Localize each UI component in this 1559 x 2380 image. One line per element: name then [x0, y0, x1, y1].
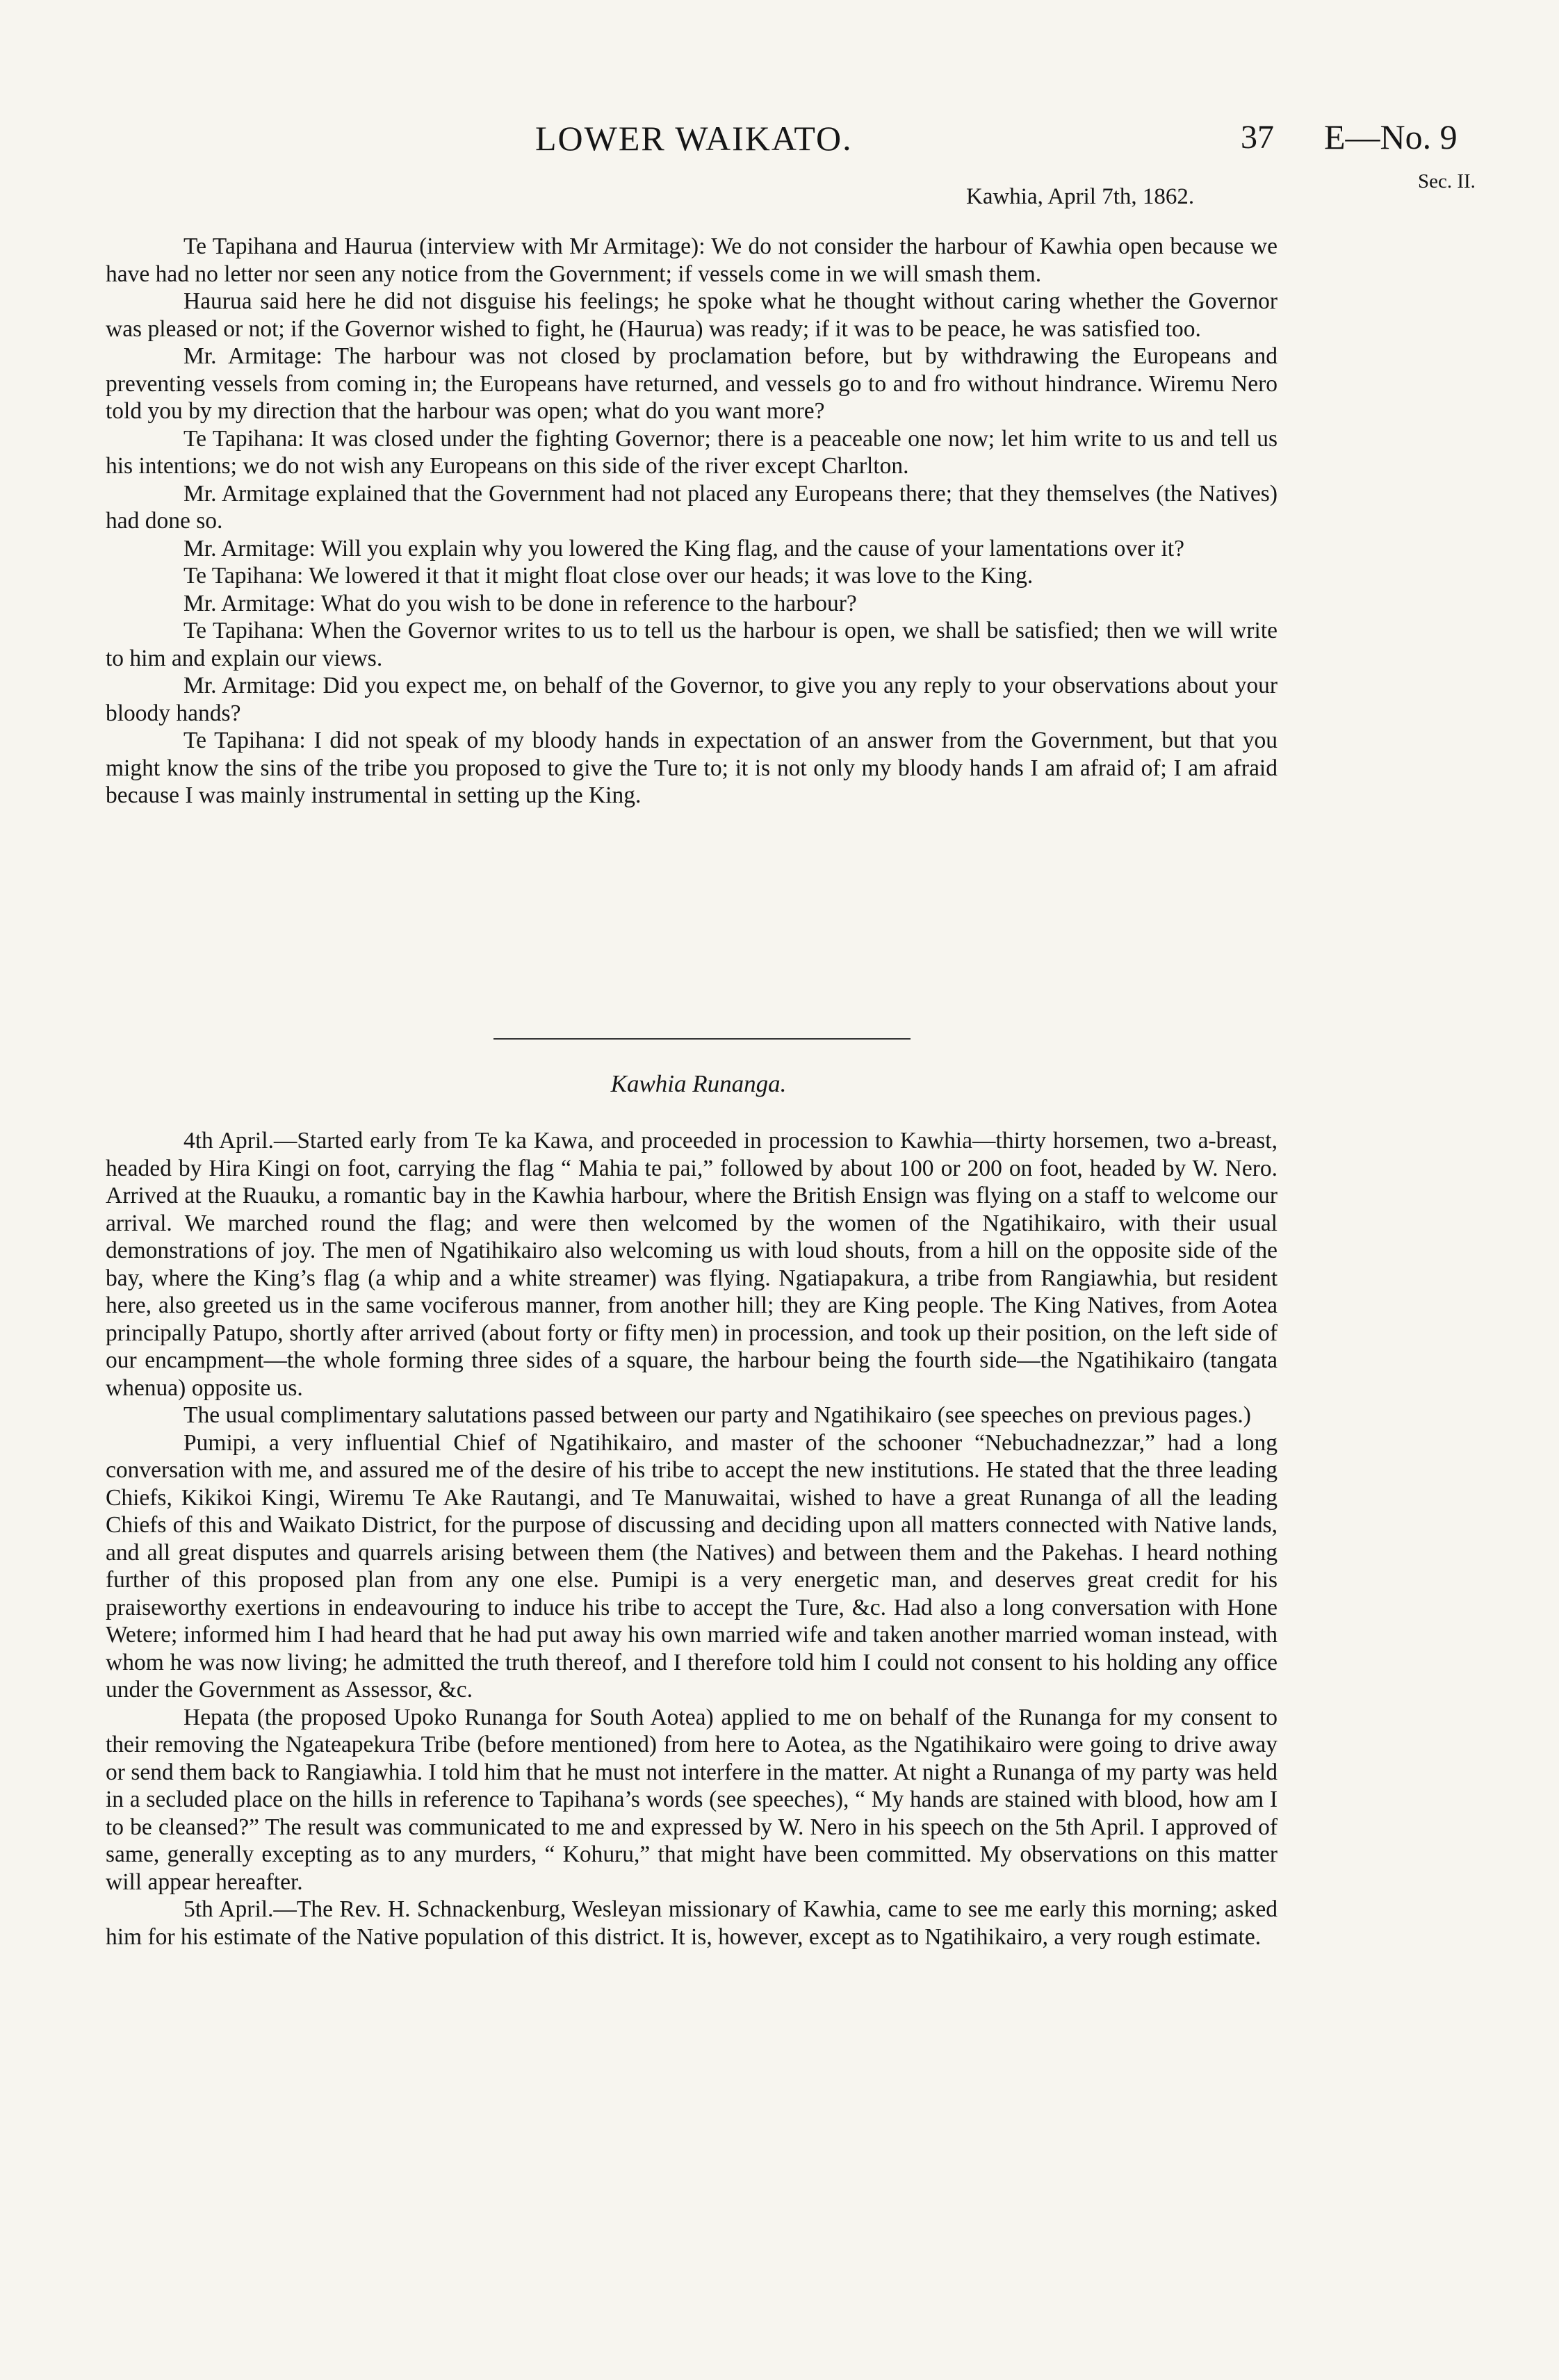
- header-title: LOWER WAIKATO.: [535, 119, 853, 158]
- paragraph: The usual complimentary salutations passed between our party and Ngatihikairo (see speeches on previous pages.): [183, 1402, 1251, 1428]
- paragraph: Mr. Armitage explained that the Government had not placed any Europeans there; that they themselves (the Natives) had done so.: [106, 480, 1278, 534]
- document-reference: E—No. 9: [1324, 117, 1458, 156]
- paragraph: 4th April.—Started early from Te ka Kawa, and proceeded in procession to Kawhia—thirty horsemen, two a-breast, headed by Hira Kingi on foot, carrying the flag “ Mahia te pai,” followed by about 100 or 200 on foot, headed by W. Nero. Arrived at the Ruauku, a romantic bay in the Kawhia harbour, where the British Ensign was flying on a staff to welcome our arrival. We marched round the flag; and were then welcomed by the women of the Ngatihikairo, with their usual demonstrations of joy. The men of Ngatihikairo also welcoming us with loud shouts, from a hill on the opposite side of the bay, where the King’s flag (a whip and a white streamer) was flying. Ngatiapakura, a tribe from Rangiawhia, but resident here, also greeted us in the same vociferous manner, from another hill; they are King people. The King Natives, from Aotea principally Patupo, shortly after arrived (about forty or fifty men) in procession, and took up their position, on the left side of our encampment—the whole forming three sides of a square, the harbour being the fourth side—the Ngatihikairo (tangata whenua) opposite us.: [106, 1128, 1278, 1401]
- interview-text: [106, 233, 1278, 810]
- dateline: Kawhia, April 7th, 1862.: [966, 184, 1195, 209]
- runanga-text: [106, 1127, 1278, 1951]
- section-heading: Kawhia Runanga.: [610, 1070, 787, 1097]
- paragraph: Te Tapihana: When the Governor writes to us to tell us the harbour is open, we shall be satisfied; then we will write to him and explain our views.: [106, 618, 1278, 671]
- paragraph: Pumipi, a very influential Chief of Ngatihikairo, and master of the schooner “Nebuchadnezzar,” had a long conversation with me, and assured me of the desire of his tribe to accept the new institutions. He stated that the three leading Chiefs, Kikikoi Kingi, Wiremu Te Ake Rautangi, and Te Manuwaitai, wished to have a great Runanga of all the leading Chiefs of this and Waikato District, for the purpose of discussing and deciding upon all matters connected with Native lands, and all great disputes and quarrels arising between them (the Natives) and between them and the Pakehas. I heard nothing further of this proposed plan from any one else. Pumipi is a very energetic man, and deserves great credit for his praiseworthy exertions in endeavouring to induce his tribe to accept the Ture, &c. Had also a long conversation with Hone Wetere; informed him I had heard that he had put away his own married wife and taken another married woman instead, with whom he was now living; he admitted the truth thereof, and I therefore told him I could not consent to his holding any office under the Government as Assessor, &c.: [106, 1429, 1278, 1702]
- paragraph: Mr. Armitage: What do you wish to be done in reference to the harbour?: [183, 590, 857, 616]
- paragraph: Mr. Armitage: The harbour was not closed by proclamation before, but by withdrawing the Europeans and preventing vessels from coming in; the Europeans have returned, and vessels go to and fro without hindrance. Wiremu Nero told you by my direction that the harbour was open; what do you want more?: [106, 343, 1278, 424]
- page-number: 37: [1241, 119, 1274, 156]
- section-divider: [493, 1038, 911, 1040]
- paragraph: Hepata (the proposed Upoko Runanga for South Aotea) applied to me on behalf of the Runanga for my consent to their removing the Ngateapekura Tribe (before mentioned) from here to Aotea, as the Ngatihikairo were going to drive away or send them back to Rangiawhia. I told him that he must not interfere in the matter. At night a Runanga of my party was held in a secluded place on the hills in reference to Tapihana’s words (see speeches), “ My hands are stained with blood, how am I to be cleansed?” The result was communicated to me and expressed by W. Nero in his speech on the 5th April. I approved of same, generally excepting as to any murders, “ Kohuru,” that might have been committed. My observations on this matter will appear hereafter.: [106, 1704, 1278, 1895]
- paragraph: Te Tapihana: It was closed under the fighting Governor; there is a peaceable one now; let him write to us and tell us his intentions; we do not wish any Europeans on this side of the river except Charlton.: [106, 425, 1278, 479]
- paragraph: Haurua said here he did not disguise his feelings; he spoke what he thought without caring whether the Governor was pleased or not; if the Governor wished to fight, he (Haurua) was ready; if it was to be peace, he was satisfied too.: [106, 288, 1278, 342]
- paragraph: Te Tapihana and Haurua (interview with Mr Armitage): We do not consider the harbour of Kawhia open because we have had no letter nor seen any notice from the Government; if vessels come in we will smash them.: [106, 233, 1278, 287]
- paragraph: Te Tapihana: I did not speak of my bloody hands in expectation of an answer from the Government, but that you might know the sins of the tribe you proposed to give the Ture to; it is not only my bloody hands I am afraid of; I am afraid because I was mainly instrumental in setting up the King.: [106, 728, 1278, 808]
- paragraph: Mr. Armitage: Will you explain why you lowered the King flag, and the cause of your lamentations over it?: [183, 535, 1185, 561]
- paragraph: Te Tapihana: We lowered it that it might float close over our heads; it was love to the King.: [183, 563, 1034, 589]
- running-header: [0, 111, 1559, 192]
- paragraph: 5th April.—The Rev. H. Schnackenburg, Wesleyan missionary of Kawhia, came to see me early this morning; asked him for his estimate of the Native population of this district. It is, however, except as to Ngatihikairo, a very rough estimate.: [106, 1896, 1278, 1950]
- section-reference: Sec. II.: [1418, 170, 1476, 192]
- paragraph: Mr. Armitage: Did you expect me, on behalf of the Governor, to give you any reply to your observations about your bloody hands?: [106, 673, 1278, 726]
